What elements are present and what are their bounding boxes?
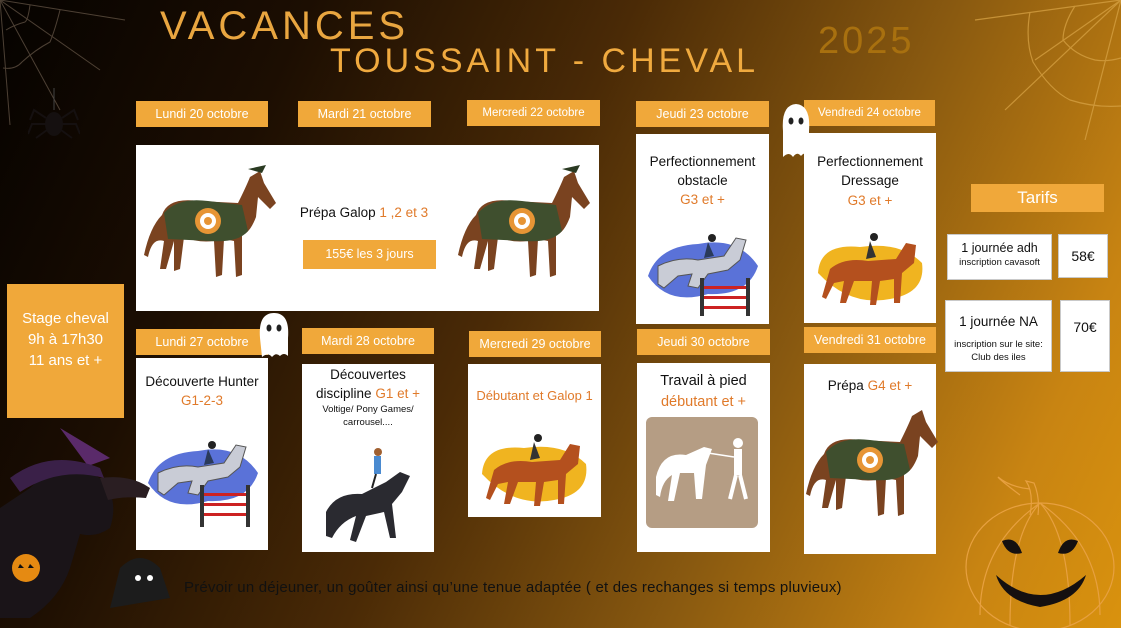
day-label-lundi-27: Lundi 27 octobre <box>136 329 268 355</box>
tarif-na-label: 1 journée NA <box>959 314 1038 329</box>
mardi28-line2: discipline <box>316 386 372 401</box>
jeudi23-line2: obstacle <box>677 173 728 188</box>
mardi28-level: G1 et + <box>375 386 420 401</box>
horse-blanket-icon <box>800 396 940 536</box>
vendredi31-level: G4 et + <box>867 378 913 393</box>
cobweb-icon <box>935 0 1121 140</box>
vendredi31-label: Prépa <box>827 378 864 393</box>
horse-blanket-icon <box>452 157 592 292</box>
tarif-adherent-label: 1 journée adh <box>961 241 1038 255</box>
footer-note: Prévoir un déjeuner, un goûter ainsi qu’une tenue adaptée ( et des rechanges si temps pluvieux) <box>184 579 842 596</box>
tarif-adherent-box <box>947 234 1052 280</box>
day-label-mardi-21: Mardi 21 octobre <box>298 101 431 127</box>
mardi28-line3: Voltige/ Pony Games/ <box>322 404 414 415</box>
lundi27-line1: Découverte Hunter <box>145 374 259 389</box>
ghost-icon <box>256 310 292 360</box>
show-jumping-icon <box>638 216 766 321</box>
mercredi29-line1: Débutant et Galop 1 <box>476 388 593 403</box>
perfectionnement-obstacle-card <box>636 134 769 324</box>
debutant-galop1-card <box>468 364 601 517</box>
day-label-mercredi-22: Mercredi 22 octobre <box>467 100 600 126</box>
prepa-galop-label: Prépa Galop <box>299 205 376 220</box>
vendredi24-line1: Perfectionnement <box>817 154 923 169</box>
jeudi30-line2: débutant et + <box>660 394 747 410</box>
lundi27-level: G1-2-3 <box>180 393 224 408</box>
page-title: VACANCES <box>160 4 410 48</box>
tarif-na-sub1: inscription sur le site: <box>954 339 1043 350</box>
dressage-icon <box>474 424 596 514</box>
decouvertes-discipline-card <box>302 364 434 552</box>
prepa-price-badge: 155€ les 3 jours <box>303 240 436 269</box>
spider-icon <box>28 88 80 144</box>
tarifs-header: Tarifs <box>971 184 1104 212</box>
day-label-mardi-28: Mardi 28 octobre <box>302 328 434 354</box>
tarif-non-adherent-box <box>945 300 1052 372</box>
page-subtitle: TOUSSAINT - CHEVAL <box>330 42 760 80</box>
mardi28-line1: Découvertes <box>330 367 406 382</box>
tarif-adherent-sub: inscription cavasoft <box>959 257 1040 268</box>
witch-horse-icon <box>0 418 180 628</box>
tarif-na-sub2: Club des iles <box>971 352 1026 363</box>
perfectionnement-dressage-card <box>804 133 936 323</box>
horse-blanket-icon <box>138 157 278 292</box>
prepa-g4-card <box>804 364 936 554</box>
tarif-na-price: 70€ <box>1060 300 1110 372</box>
prepa-galop-levels: 1 ,2 et 3 <box>379 205 429 220</box>
tarif-adherent-price: 58€ <box>1058 234 1108 278</box>
jeudi23-level: G3 et + <box>680 192 725 207</box>
jeudi30-line1: Travail à pied <box>660 373 747 389</box>
day-label-vendredi-31: Vendredi 31 octobre <box>804 327 936 353</box>
jeudi23-line1: Perfectionnement <box>649 154 756 169</box>
day-label-lundi-20: Lundi 20 octobre <box>136 101 268 127</box>
vendredi24-line2: Dressage <box>841 173 899 188</box>
stage-line1: Stage cheval <box>22 310 109 327</box>
dressage-icon <box>810 223 932 318</box>
vendredi24-level: G3 et + <box>847 193 893 208</box>
vaulting-icon <box>316 442 420 548</box>
stage-info-box <box>7 284 124 418</box>
day-label-vendredi-24: Vendredi 24 octobre <box>804 100 935 126</box>
year-label: 2025 <box>818 20 915 62</box>
day-label-mercredi-29: Mercredi 29 octobre <box>469 331 601 357</box>
travail-a-pied-card <box>637 363 770 552</box>
day-label-jeudi-30: Jeudi 30 octobre <box>637 329 770 355</box>
prepa-galop-card <box>136 145 599 311</box>
mardi28-line4: carrousel.... <box>343 417 393 428</box>
groundwork-image <box>646 417 758 528</box>
day-label-jeudi-23: Jeudi 23 octobre <box>636 101 769 127</box>
stage-line2: 9h à 17h30 <box>27 331 104 348</box>
pumpkin-icon <box>960 475 1121 628</box>
stage-line3: 11 ans et + <box>28 352 103 369</box>
